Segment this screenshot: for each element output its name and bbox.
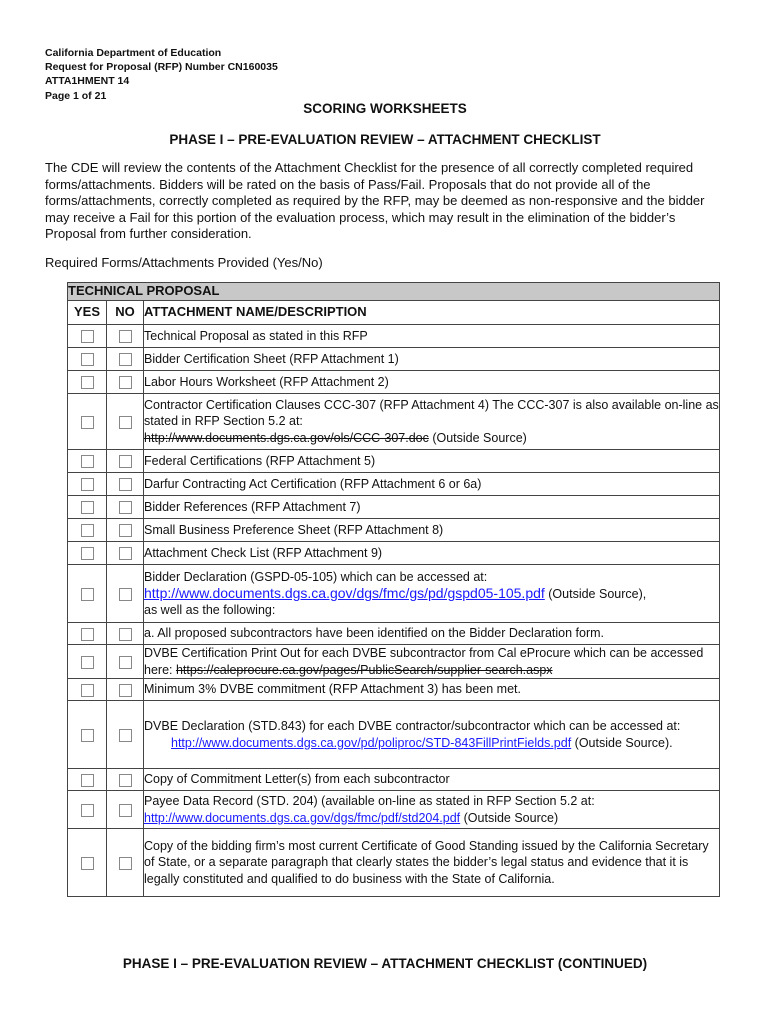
yes-checkbox[interactable] xyxy=(81,501,94,514)
table-row xyxy=(68,769,720,791)
header-rfp-number: Request for Proposal (RFP) Number CN160035 xyxy=(45,61,278,74)
header-page-number: Page 1 of 21 xyxy=(45,89,107,102)
no-checkbox[interactable] xyxy=(119,804,132,817)
row-description: Bidder Certification Sheet (RFP Attachment 1) xyxy=(144,348,720,371)
no-checkbox[interactable] xyxy=(119,524,132,537)
table-row xyxy=(68,645,720,679)
yes-checkbox[interactable] xyxy=(81,353,94,366)
col-header-description: ATTACHMENT NAME/DESCRIPTION xyxy=(144,301,720,325)
caleprocure-link[interactable]: https://caleprocure.ca.gov/pages/PublicSearch/supplier-search.aspx xyxy=(175,662,553,677)
no-checkbox[interactable] xyxy=(119,628,132,641)
table-row xyxy=(68,394,720,450)
yes-checkbox[interactable] xyxy=(81,684,94,697)
no-checkbox[interactable] xyxy=(119,857,132,870)
row-description: a. All proposed subcontractors have been identified on the Bidder Declaration form. xyxy=(144,623,720,645)
row-description: Minimum 3% DVBE commitment (RFP Attachment 3) has been met. xyxy=(144,679,720,701)
section-title: PHASE I – PRE-EVALUATION REVIEW – ATTACHMENT CHECKLIST xyxy=(169,132,601,147)
row-indent xyxy=(144,735,719,751)
yes-checkbox[interactable] xyxy=(81,729,94,742)
row-description xyxy=(144,394,720,450)
row-text: Payee Data Record (STD. 204) (available on-line as stated in RFP Section 5.2 at: xyxy=(144,794,595,809)
row-text: (Outside Source) xyxy=(428,430,527,445)
row-description xyxy=(144,645,720,679)
table-row xyxy=(68,542,720,565)
table-row xyxy=(68,496,720,519)
row-description xyxy=(144,701,720,769)
yes-checkbox[interactable] xyxy=(81,857,94,870)
table-row xyxy=(68,473,720,496)
header-attachment: ATTA1HMENT 14 xyxy=(45,75,130,88)
table-row xyxy=(68,679,720,701)
yes-checkbox[interactable] xyxy=(81,547,94,560)
gspd-link[interactable]: http://www.documents.dgs.ca.gov/dgs/fmc/gs/pd/gspd05-105.pdf xyxy=(144,584,545,601)
std-204-link[interactable]: http://www.documents.dgs.ca.gov/dgs/fmc/pdf/std204.pdf xyxy=(144,810,461,825)
row-text: (Outside Source) xyxy=(460,810,559,825)
table-row xyxy=(68,701,720,769)
row-description: Copy of Commitment Letter(s) from each subcontractor xyxy=(144,769,720,791)
yes-checkbox[interactable] xyxy=(81,774,94,787)
row-text: (Outside Source), xyxy=(544,586,647,601)
row-text: (Outside Source). xyxy=(571,735,673,750)
no-checkbox[interactable] xyxy=(119,478,132,491)
row-text: as well as the following: xyxy=(144,603,276,618)
row-description: Darfur Contracting Act Certification (RFP Attachment 6 or 6a) xyxy=(144,473,720,496)
row-description: Technical Proposal as stated in this RFP xyxy=(144,325,720,348)
table-row xyxy=(68,829,720,897)
table-section-header: TECHNICAL PROPOSAL xyxy=(68,283,720,301)
no-checkbox[interactable] xyxy=(119,330,132,343)
no-checkbox[interactable] xyxy=(119,501,132,514)
no-checkbox[interactable] xyxy=(119,774,132,787)
row-text: DVBE Certification Print Out for each DVBE subcontractor from Cal eProcure which can be accessed here: xyxy=(144,646,704,677)
no-checkbox[interactable] xyxy=(119,455,132,468)
row-description: Labor Hours Worksheet (RFP Attachment 2) xyxy=(144,371,720,394)
row-description: Small Business Preference Sheet (RFP Attachment 8) xyxy=(144,519,720,542)
yes-checkbox[interactable] xyxy=(81,524,94,537)
intro-paragraph: The CDE will review the contents of the Attachment Checklist for the presence of all correctly completed required forms/attachments. Bidders will be rated on the basis of Pass/Fail. Proposals that do not provide all of the forms/attachments, correctly completed as required by the RFP, may be deemed as non-responsive and the bidder may receive a Fail for this portion of the evaluation process, which may result in the elimination of the bidder’s Proposal from further consideration. xyxy=(45,160,705,242)
no-checkbox[interactable] xyxy=(119,684,132,697)
document-header xyxy=(45,46,278,103)
row-description: Federal Certifications (RFP Attachment 5) xyxy=(144,450,720,473)
no-checkbox[interactable] xyxy=(119,729,132,742)
no-checkbox[interactable] xyxy=(119,376,132,389)
yes-checkbox[interactable] xyxy=(81,376,94,389)
yes-checkbox[interactable] xyxy=(81,628,94,641)
header-department: California Department of Education xyxy=(45,47,222,59)
row-description: Copy of the bidding firm’s most current Certificate of Good Standing issued by the California Secretary of State, or a separate paragraph that clearly states the bidder’s legal status and evidence that it is legally constituted and qualified to do business with the State of California. xyxy=(144,829,720,897)
required-label: Required Forms/Attachments Provided (Yes/No) xyxy=(45,255,323,270)
document-title: SCORING WORKSHEETS xyxy=(303,101,467,116)
row-text: Contractor Certification Clauses CCC-307 (RFP Attachment 4) The CCC-307 is also available on-line as stated in RFP Section 5.2 at: xyxy=(144,398,719,429)
row-description xyxy=(144,791,720,829)
table-row xyxy=(68,371,720,394)
no-checkbox[interactable] xyxy=(119,416,132,429)
row-description: Attachment Check List (RFP Attachment 9) xyxy=(144,542,720,565)
row-text: Bidder Declaration (GSPD-05-105) which can be accessed at: xyxy=(144,569,488,584)
continued-section-title: PHASE I – PRE-EVALUATION REVIEW – ATTACHMENT CHECKLIST (CONTINUED) xyxy=(122,956,648,971)
std-843-link[interactable]: http://www.documents.dgs.ca.gov/pd/poliproc/STD-843FillPrintFields.pdf xyxy=(171,735,572,750)
table-row xyxy=(68,325,720,348)
row-text: DVBE Declaration (STD.843) for each DVBE contractor/subcontractor which can be accessed at: xyxy=(144,719,681,734)
no-checkbox[interactable] xyxy=(119,547,132,560)
table-row xyxy=(68,519,720,542)
table-row xyxy=(68,348,720,371)
no-checkbox[interactable] xyxy=(119,588,132,601)
table-row xyxy=(68,623,720,645)
col-header-no: NO xyxy=(107,301,144,325)
yes-checkbox[interactable] xyxy=(81,416,94,429)
yes-checkbox[interactable] xyxy=(81,478,94,491)
row-description: Bidder References (RFP Attachment 7) xyxy=(144,496,720,519)
yes-checkbox[interactable] xyxy=(81,588,94,601)
ccc-307-link[interactable]: http://www.documents.dgs.ca.gov/ols/CCC-307.doc xyxy=(144,430,429,445)
col-header-yes: YES xyxy=(68,301,107,325)
yes-checkbox[interactable] xyxy=(81,804,94,817)
table-row xyxy=(68,450,720,473)
no-checkbox[interactable] xyxy=(119,656,132,669)
yes-checkbox[interactable] xyxy=(81,455,94,468)
no-checkbox[interactable] xyxy=(119,353,132,366)
yes-checkbox[interactable] xyxy=(81,330,94,343)
row-description xyxy=(144,565,720,623)
table-row xyxy=(68,565,720,623)
yes-checkbox[interactable] xyxy=(81,656,94,669)
attachment-checklist-table xyxy=(67,282,720,897)
table-row xyxy=(68,791,720,829)
